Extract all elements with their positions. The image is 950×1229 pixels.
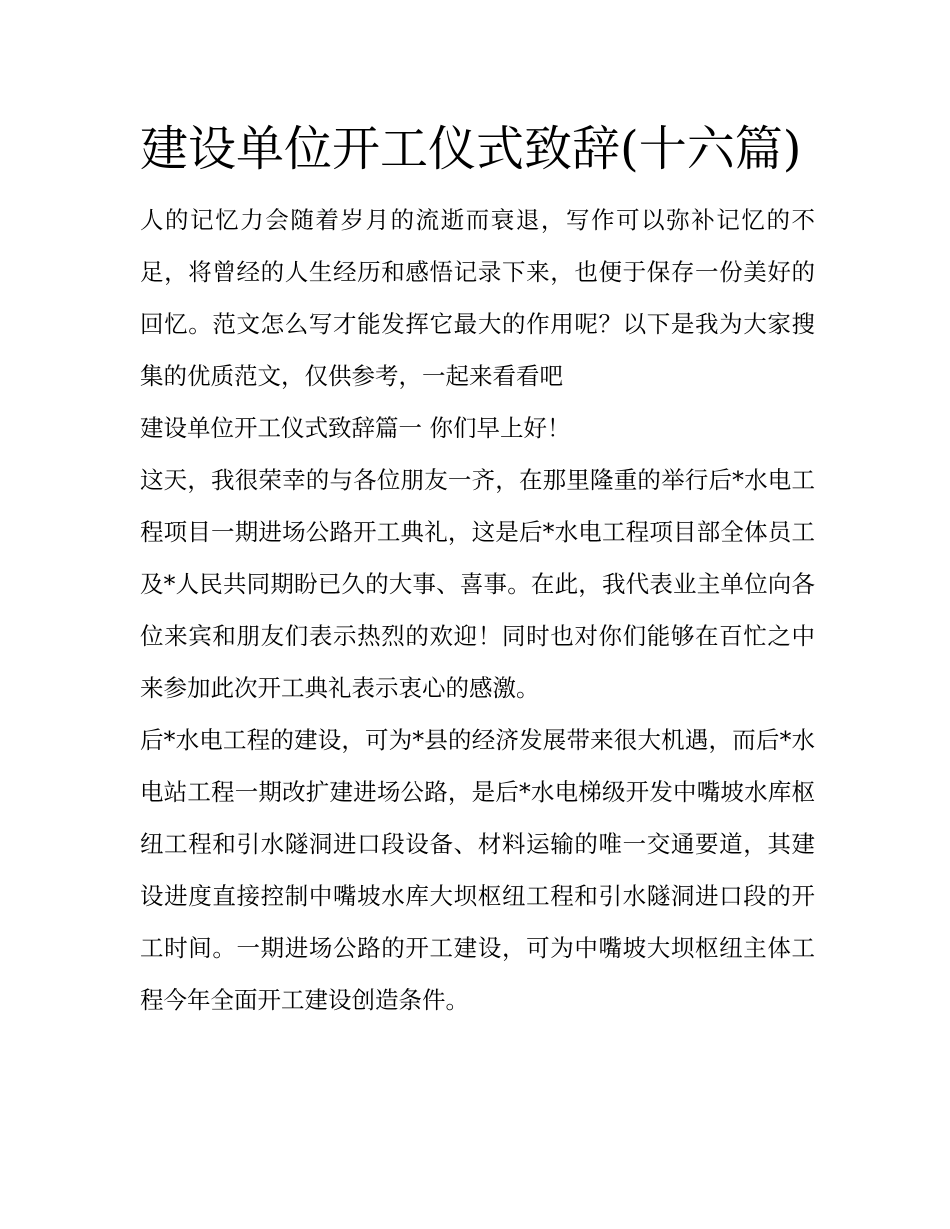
document-title: 建设单位开工仪式致辞(十六篇) [140,121,802,177]
document-page [140,108,815,1026]
section-heading-paragraph: 建设单位开工仪式致辞篇一 你们早上好！ [140,414,571,442]
intro-paragraph: 人的记忆力会随着岁月的流逝而衰退，写作可以弥补记忆的不足，将曾经的人生经历和感悟记录下来，也便于保存一份美好的回忆。范文怎么写才能发挥它最大的作用呢？以下是我为大家搜集的优质范文，仅供参考，一起来看看吧 [140,206,815,390]
body-paragraph: 这天，我很荣幸的与各位朋友一齐，在那里隆重的举行后*水电工程项目一期进场公路开工典礼，这是后*水电工程项目部全体员工及*人民共同期盼已久的大事、喜事。在此，我代表业主单位向各位来宾和朋友们表示热烈的欢迎！同时也对你们能够在百忙之中来参加此次开工典礼表示衷心的感激。 [140,466,815,702]
body-paragraph: 后*水电工程的建设，可为*县的经济发展带来很大机遇，而后*水电站工程一期改扩建进场公路，是后*水电梯级开发中嘴坡水库枢纽工程和引水隧洞进口段设备、材料运输的唯一交通要道，其建设进度直接控制中嘴坡水库大坝枢纽工程和引水隧洞进口段的开工时间。一期进场公路的开工建设，可为中嘴坡大坝枢纽主体工程今年全面开工建设创造条件。 [140,726,815,1014]
